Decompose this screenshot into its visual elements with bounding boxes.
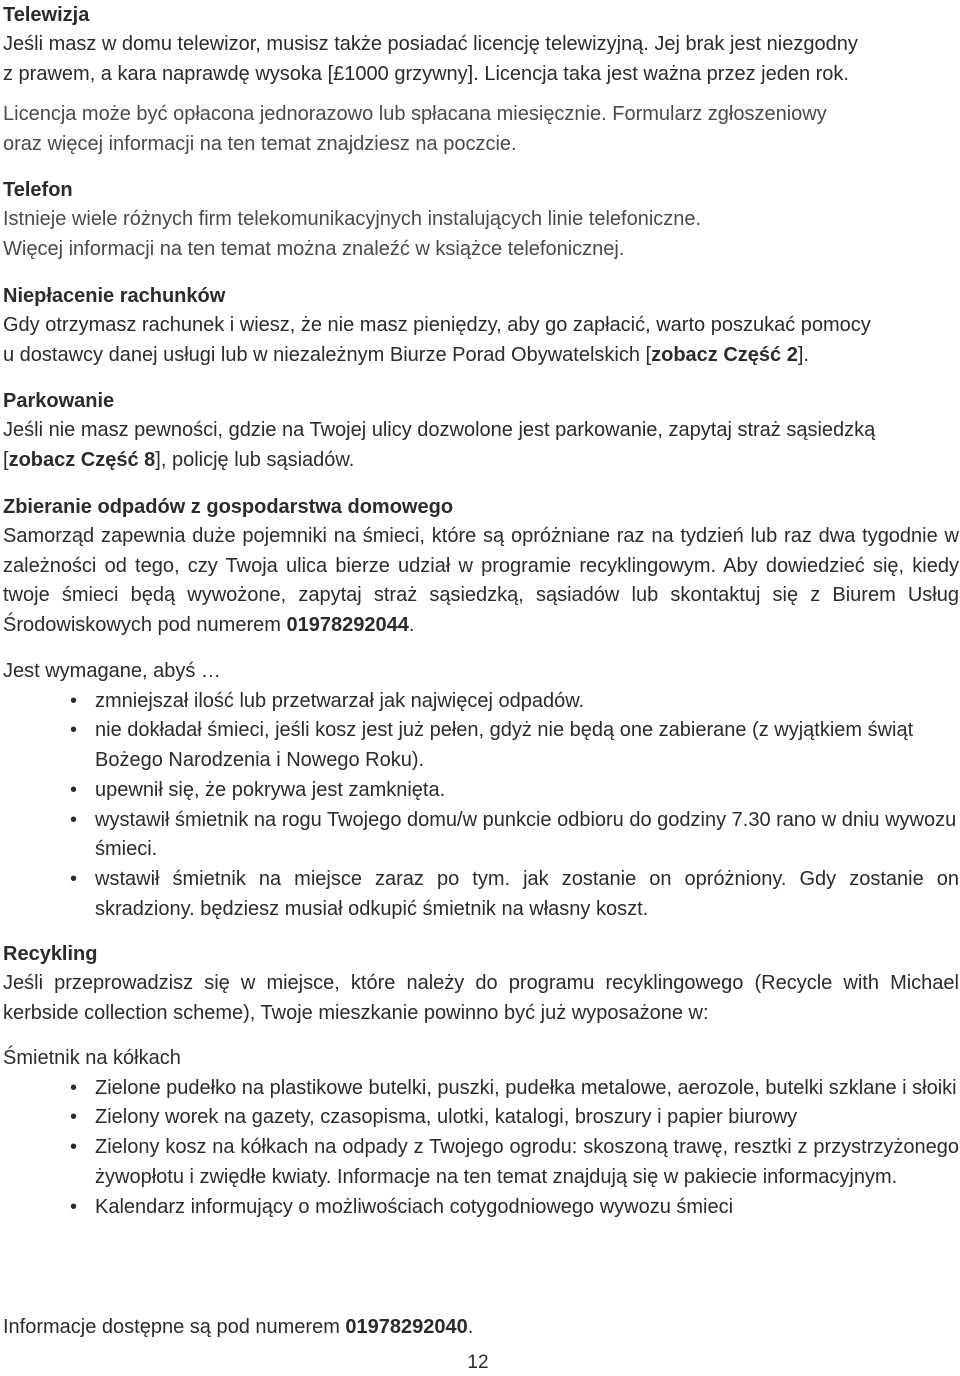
recycling-info-text: Informacje dostępne są pod numerem [3, 1316, 346, 1338]
waste-paragraph-end: . [408, 613, 415, 636]
list-item [3, 1074, 959, 1104]
tv-line-2: z prawem, a kara naprawdę wysoka [£1000 grzywny]. Licencja taka jest ważna przez jeden rok. [3, 62, 849, 85]
recycling-info-end: . [467, 1316, 474, 1338]
list-item-text: Kalendarz informujący o możliwościach cotygodniowego wywozu śmieci [95, 1195, 734, 1218]
list-item-text: nie dokładał śmieci, jeśli kosz jest już pełen, gdyż nie będą one zabierane (z wyjątkiem świąt Bożego Narodzenia i Nowego Roku). [95, 719, 914, 772]
wheelie-bin-label: Śmietnik na kółkach [3, 1047, 181, 1069]
waste-paragraph [3, 522, 959, 640]
section-tv [3, 0, 959, 89]
list-item-text: Zielone pudełko na plastikowe butelki, puszki, pudełka metalowe, aerozole, butelki szklane i słoiki [95, 1076, 957, 1099]
list-item-text: zmniejszał ilość lub przetwarzał jak najwięcej odpadów. [95, 689, 585, 712]
recycling-items-list [3, 1074, 959, 1223]
list-item [3, 865, 959, 925]
waste-required-intro: Jest wymagane, abyś … [3, 660, 221, 682]
section-waste [3, 492, 959, 640]
section-tv-licence [3, 100, 959, 159]
bullet-icon: • [70, 1195, 78, 1218]
bullet-icon: • [70, 1106, 78, 1129]
heading-waste: Zbieranie odpadów z gospodarstwa domowego [3, 496, 454, 518]
page-number: 12 [467, 1352, 489, 1373]
section-phone [3, 175, 959, 264]
bullet-icon: • [70, 1136, 78, 1159]
bullet-icon: • [70, 868, 78, 891]
bills-line-1: Gdy otrzymasz rachunek i wiesz, że nie masz pieniędzy, aby go zapłacić, warto poszukać pomocy [3, 314, 871, 336]
waste-requirements-list [3, 687, 959, 925]
recycling-paragraph: Jeśli przeprowadzisz się w miejsce, które należy do programu recyklingowego (Recycle with Michael kerbside collection scheme), Twoje mieszkanie powinno być już wyposażone w: [3, 972, 959, 1024]
section-waste-requirements [3, 657, 959, 925]
list-item [3, 806, 959, 866]
phone-line-1: Istnieje wiele różnych firm telekomunikacyjnych instalujących linie telefoniczne. [3, 208, 702, 230]
list-item [3, 716, 959, 776]
list-item [3, 1193, 959, 1223]
waste-paragraph-text: Samorząd zapewnia duże pojemniki na śmieci, które są opróżniane raz na tydzień lub raz dwa tygodnie w zależności od tego, czy Twoja ulica bierze udział w programie recyklingowym. Aby dowiedzieć się, kiedy twoje śmieci będą wywożone, zapytaj straż sąsiedzką, sąsiadów lub skontaktuj się z Biurem Usług Środowiskowych pod numerem [3, 525, 959, 636]
section-bills [3, 281, 959, 370]
section-parking [3, 386, 959, 475]
list-item [3, 1103, 959, 1133]
list-item-text: wystawił śmietnik na rogu Twojego domu/w punkcie odbioru do godziny 7.30 rano w dniu wywozu śmieci. [95, 808, 957, 861]
section-recycling-bins [3, 1044, 959, 1222]
list-item-text: Zielony worek na gazety, czasopisma, ulotki, katalogi, broszury i papier biurowy [95, 1106, 798, 1129]
parking-line-1: Jeśli nie masz pewności, gdzie na Twojej ulicy dozwolone jest parkowanie, zapytaj straż sąsiedzką [3, 419, 876, 441]
parking-cross-reference: zobacz Część 8 [8, 448, 156, 471]
bills-cross-reference: zobacz Część 2 [651, 343, 798, 366]
tv-line-3: Licencja może być opłacona jednorazowo lub spłacana miesięcznie. Formularz zgłoszeniowy [3, 103, 827, 125]
section-recycling-info [3, 1313, 959, 1343]
list-item [3, 687, 959, 717]
bullet-icon: • [70, 1076, 78, 1099]
list-item-text: wstawił śmietnik na miejsce zaraz po tym. jak zostanie on opróżniony. Gdy zostanie on skradziony. będziesz musiał odkupić śmietnik na własny koszt. [95, 868, 959, 921]
parking-line-2-end: ], policję lub sąsiadów. [155, 448, 355, 471]
tv-line-1: Jeśli masz w domu telewizor, musisz także posiadać licencję telewizyjną. Jej brak jest niezgodny [3, 33, 858, 55]
bills-line-2-text: u dostawcy danej usługi lub w niezależnym Biurze Porad Obywatelskich [ [3, 343, 652, 366]
parking-line-2 [3, 446, 959, 476]
waste-phone-number: 01978292044 [286, 613, 409, 636]
heading-bills: Niepłacenie rachunków [3, 285, 226, 307]
section-recycling [3, 939, 959, 1028]
list-item-text: upewnił się, że pokrywa jest zamknięta. [95, 778, 446, 801]
bullet-icon: • [70, 719, 78, 742]
bills-line-2-end: ]. [797, 343, 809, 366]
recycling-phone-number: 01978292040 [345, 1316, 468, 1338]
bullet-icon: • [70, 808, 78, 831]
list-item [3, 776, 959, 806]
heading-recycling: Recykling [3, 943, 98, 965]
bills-line-2 [3, 341, 959, 371]
bullet-icon: • [70, 778, 78, 801]
list-item [3, 1133, 959, 1193]
heading-tv: Telewizja [3, 4, 90, 26]
parking-line-2-start: [ [3, 448, 9, 471]
recycling-info-line [3, 1313, 959, 1343]
list-item-text: Zielony kosz na kółkach na odpady z Twojego ogrodu: skoszoną trawę, resztki z przystrzyżonego żywopłotu i zwiędłe kwiaty. Informacje na ten temat znajdują się w pakiecie informacyjnym. [95, 1136, 959, 1188]
bullet-icon: • [70, 689, 78, 712]
phone-line-2: Więcej informacji na ten temat można znaleźć w książce telefonicznej. [3, 237, 625, 260]
heading-phone: Telefon [3, 179, 73, 201]
heading-parking: Parkowanie [3, 390, 115, 412]
tv-line-4: oraz więcej informacji na ten temat znajdziesz na poczcie. [3, 132, 517, 155]
